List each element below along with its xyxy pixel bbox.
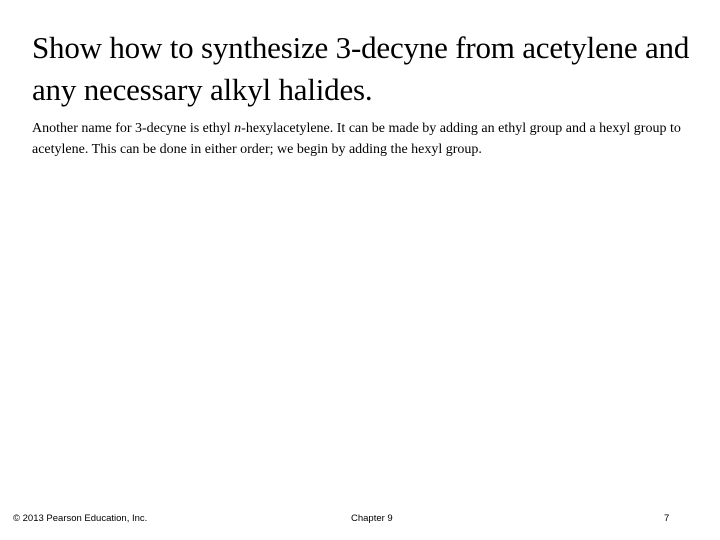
slide-body-text: [32, 118, 702, 160]
slide-title: Show how to synthesize 3-decyne from acetylene and any necessary alkyl halides.: [32, 30, 690, 107]
footer-page-number: 7: [664, 513, 670, 524]
footer-chapter: Chapter 9: [351, 513, 393, 524]
body-text-part-1: Another name for 3-decyne is ethyl: [32, 121, 235, 136]
body-text-part-2: -hexylacetylene. It can be made by adding an ethyl group and a hexyl group to acetylene. This can be done in either order; we begin by adding the hexyl group.: [32, 121, 681, 157]
footer-copyright: © 2013 Pearson Education, Inc.: [13, 513, 148, 524]
body-text-italic-n: n: [234, 121, 242, 136]
